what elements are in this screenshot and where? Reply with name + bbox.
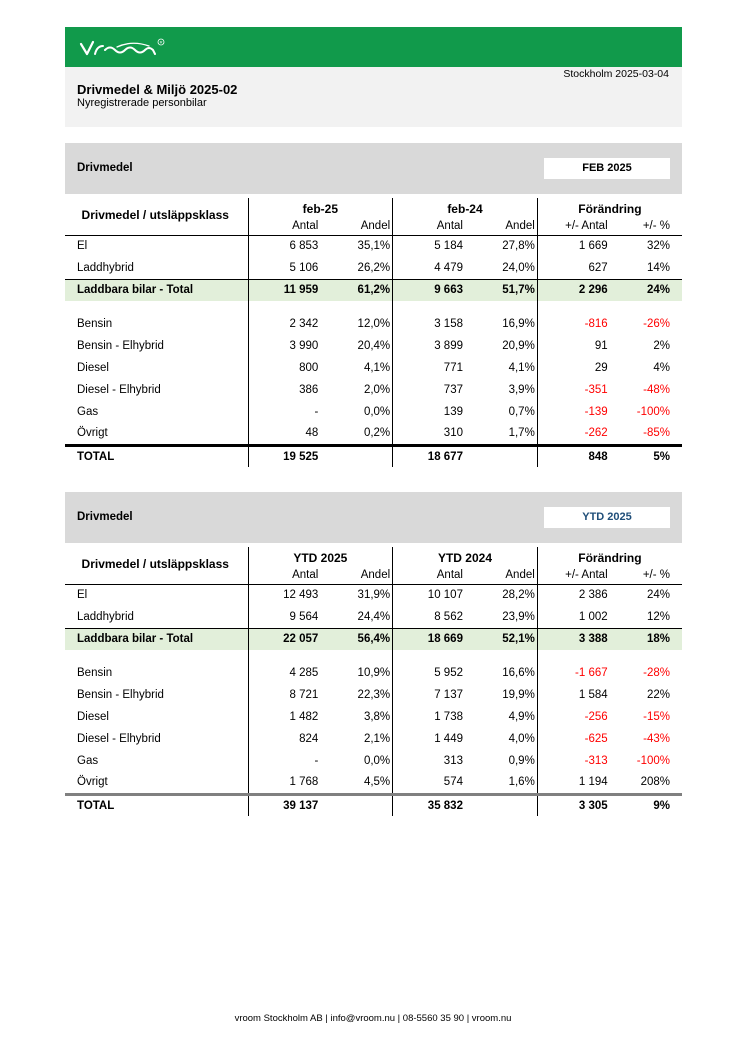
row-value: 22% (646, 689, 670, 701)
row-value: 2 296 (537, 279, 609, 301)
row-value: 737 (393, 379, 465, 401)
vroom-logo-icon (77, 34, 172, 60)
subtotal-row (65, 279, 682, 301)
row-value: 0,0% (363, 755, 391, 767)
row-value: -256 (537, 706, 609, 728)
period-badge: FEB 2025 (544, 158, 670, 179)
row-value: 310 (393, 423, 465, 445)
row-value: -15% (643, 711, 670, 723)
row-label: Gas (77, 406, 99, 418)
report-subtitle: Nyregistrerade personbilar (77, 97, 207, 109)
row-value: - (248, 401, 320, 423)
row-value: 4,1% (508, 362, 535, 374)
row-value: 4 479 (393, 257, 465, 279)
row-value: -313 (537, 750, 609, 772)
spacer-cell (465, 650, 537, 662)
row-value: 22,3% (357, 689, 391, 701)
column-sub-header: Antal (248, 567, 320, 584)
row-value: 1 738 (393, 706, 465, 728)
section-header-ytd (65, 492, 682, 543)
spacer-cell (537, 301, 609, 313)
row-value: 2,1% (363, 733, 391, 745)
row-value: 2 386 (537, 584, 609, 606)
column-sub-header: +/- % (610, 218, 682, 235)
table-row (65, 313, 682, 335)
spacer-cell (248, 650, 320, 662)
row-value: 20,9% (502, 340, 535, 352)
table-row (65, 706, 682, 728)
row-value: -816 (537, 313, 609, 335)
row-value: 51,7% (465, 279, 537, 301)
row-label: Laddhybrid (77, 261, 134, 274)
row-label: Diesel - Elhybrid (77, 733, 161, 745)
row-value: 0,7% (508, 406, 535, 418)
column-sub-header: Antal (393, 218, 465, 235)
row-value: 824 (248, 728, 320, 750)
column-sub-header: Andel (320, 567, 392, 584)
row-value: 313 (393, 750, 465, 772)
svg-text:R: R (159, 39, 163, 45)
row-value: 9% (610, 794, 682, 816)
row-value: 3 158 (393, 313, 465, 335)
row-value: 2,0% (363, 384, 391, 396)
table-row (65, 335, 682, 357)
fuel-table-ytd (65, 547, 682, 816)
column-label-header: Drivmedel / utsläppsklass (65, 198, 248, 235)
row-value: -625 (537, 728, 609, 750)
spacer-cell (248, 301, 320, 313)
column-group-header: Förändring (537, 547, 682, 567)
spacer-cell (65, 301, 248, 313)
row-label: El (77, 589, 88, 602)
row-value: 4% (653, 362, 670, 374)
row-value: 48 (248, 423, 320, 445)
table-row (65, 728, 682, 750)
column-group-header: feb-25 (248, 198, 393, 218)
row-value: 5 952 (393, 662, 465, 684)
row-value: 3,9% (508, 384, 535, 396)
row-value: 5 106 (248, 257, 320, 279)
row-label: El (77, 240, 88, 253)
table-row (65, 750, 682, 772)
row-label: Bensin (77, 667, 113, 679)
row-value: 771 (393, 357, 465, 379)
row-value: 4,0% (508, 733, 535, 745)
row-label: Övrigt (77, 776, 108, 789)
row-value: 0,2% (363, 427, 391, 440)
row-value: -139 (537, 401, 609, 423)
row-value: 24,0% (502, 261, 535, 274)
row-value (465, 445, 537, 467)
row-label: Diesel - Elhybrid (77, 384, 161, 396)
row-value: -262 (537, 423, 609, 445)
row-value: 12% (646, 610, 670, 623)
row-value: 27,8% (502, 240, 535, 253)
column-label-header: Drivmedel / utsläppsklass (65, 547, 248, 584)
row-value: 29 (537, 357, 609, 379)
row-value: 3 388 (537, 628, 609, 650)
row-value: 24% (646, 589, 670, 602)
row-value: -100% (636, 755, 670, 767)
spacer-cell (320, 301, 392, 313)
row-value: 7 137 (393, 684, 465, 706)
period-badge: YTD 2025 (544, 507, 670, 528)
column-group-header: YTD 2024 (393, 547, 538, 567)
row-label: Gas (77, 755, 99, 767)
row-value: -85% (643, 427, 670, 440)
row-value: 16,6% (502, 667, 535, 679)
spacer-cell (610, 301, 682, 313)
table-row (65, 235, 682, 257)
column-sub-header: Andel (465, 218, 537, 235)
row-spacer (65, 301, 682, 313)
row-label: Laddbara bilar - Total (65, 628, 248, 650)
row-value: 6 853 (248, 235, 320, 257)
brand-bar (65, 27, 682, 67)
row-value (320, 794, 392, 816)
table-row (65, 606, 682, 628)
row-value: 1 768 (248, 772, 320, 794)
fuel-table-month (65, 198, 682, 467)
row-value: 19,9% (502, 689, 535, 701)
table-row (65, 423, 682, 445)
grand-total-row (65, 794, 682, 816)
row-value: -351 (537, 379, 609, 401)
row-value: 8 721 (248, 684, 320, 706)
column-sub-header: Andel (465, 567, 537, 584)
row-value: -48% (643, 384, 670, 396)
grand-total-row (65, 445, 682, 467)
row-spacer (65, 650, 682, 662)
column-sub-header: Antal (393, 567, 465, 584)
subtotal-row (65, 628, 682, 650)
column-sub-header: +/- Antal (537, 567, 609, 584)
section-header-month (65, 143, 682, 194)
column-sub-header: Andel (320, 218, 392, 235)
row-value: 24,4% (357, 610, 391, 623)
row-value: 32% (646, 240, 670, 253)
row-label: Övrigt (77, 427, 108, 440)
row-label: Laddbara bilar - Total (65, 279, 248, 301)
row-value: 1,7% (508, 427, 535, 440)
row-value: 574 (393, 772, 465, 794)
row-value: 1,6% (508, 776, 535, 789)
row-value: 9 663 (393, 279, 465, 301)
row-value: -26% (643, 318, 670, 330)
row-value: 848 (537, 445, 609, 467)
row-value: 3 990 (248, 335, 320, 357)
report-date: Stockholm 2025-03-04 (563, 68, 669, 80)
row-value: 386 (248, 379, 320, 401)
footer-contact: vroom Stockholm AB | info@vroom.nu | 08-5560 35 90 | vroom.nu (234, 1013, 512, 1024)
row-value: 0,9% (508, 755, 535, 767)
row-value: 56,4% (320, 628, 392, 650)
row-value: 91 (537, 335, 609, 357)
spacer-cell (320, 650, 392, 662)
row-value: 2% (653, 340, 670, 352)
spacer-cell (537, 650, 609, 662)
row-label: Bensin - Elhybrid (77, 340, 164, 352)
row-value: 26,2% (357, 261, 391, 274)
table-row (65, 401, 682, 423)
spacer-cell (610, 650, 682, 662)
spacer-cell (65, 650, 248, 662)
row-value (320, 445, 392, 467)
table-group-header (65, 198, 682, 218)
row-value: 19 525 (248, 445, 320, 467)
row-value: 1 584 (537, 684, 609, 706)
row-value: 1 669 (537, 235, 609, 257)
row-value: 1 482 (248, 706, 320, 728)
row-value: 4,5% (363, 776, 391, 789)
table-row (65, 772, 682, 794)
column-sub-header: +/- Antal (537, 218, 609, 235)
row-value: 22 057 (248, 628, 320, 650)
row-label: Diesel (77, 711, 109, 723)
row-label: TOTAL (65, 794, 248, 816)
row-value: 4 285 (248, 662, 320, 684)
table-row (65, 257, 682, 279)
row-value: 18 669 (393, 628, 465, 650)
row-value: -28% (643, 667, 670, 679)
table-row (65, 584, 682, 606)
row-value: 12,0% (357, 318, 391, 330)
report-title: Drivmedel & Miljö 2025-02 (77, 82, 238, 97)
row-label: TOTAL (65, 445, 248, 467)
row-value: 208% (640, 776, 670, 789)
row-value: 31,9% (357, 589, 391, 602)
row-label: Bensin - Elhybrid (77, 689, 164, 701)
row-value: 28,2% (502, 589, 535, 602)
row-value: 2 342 (248, 313, 320, 335)
row-value (465, 794, 537, 816)
column-group-header: YTD 2025 (248, 547, 393, 567)
row-value: 3 305 (537, 794, 609, 816)
row-label: Laddhybrid (77, 610, 134, 623)
row-value: 139 (393, 401, 465, 423)
row-value: 4,9% (508, 711, 535, 723)
spacer-cell (393, 650, 465, 662)
table-row (65, 662, 682, 684)
row-value: 39 137 (248, 794, 320, 816)
row-value: 10 107 (393, 584, 465, 606)
row-value: 1 449 (393, 728, 465, 750)
column-sub-header: +/- % (610, 567, 682, 584)
section-title: Drivmedel (77, 162, 133, 174)
row-value: -100% (636, 406, 670, 418)
table-row (65, 357, 682, 379)
column-group-header: Förändring (537, 198, 682, 218)
row-value: -43% (643, 733, 670, 745)
row-value: 24% (610, 279, 682, 301)
row-value: -1 667 (537, 662, 609, 684)
row-value: 35 832 (393, 794, 465, 816)
row-label: Bensin (77, 318, 113, 330)
row-label: Diesel (77, 362, 109, 374)
row-value: 12 493 (248, 584, 320, 606)
row-value: 35,1% (357, 240, 391, 253)
row-value: 5 184 (393, 235, 465, 257)
row-value: 18 677 (393, 445, 465, 467)
table-row (65, 684, 682, 706)
spacer-cell (393, 301, 465, 313)
row-value: 1 194 (537, 772, 609, 794)
row-value: - (248, 750, 320, 772)
row-value: 61,2% (320, 279, 392, 301)
row-value: 18% (610, 628, 682, 650)
row-value: 800 (248, 357, 320, 379)
column-group-header: feb-24 (393, 198, 538, 218)
row-value: 11 959 (248, 279, 320, 301)
row-value: 10,9% (357, 667, 391, 679)
row-value: 16,9% (502, 318, 535, 330)
row-value: 9 564 (248, 606, 320, 628)
row-value: 23,9% (502, 610, 535, 623)
row-value: 627 (537, 257, 609, 279)
row-value: 0,0% (363, 406, 391, 418)
spacer-cell (465, 301, 537, 313)
row-value: 14% (646, 261, 670, 274)
row-value: 52,1% (465, 628, 537, 650)
report-header (65, 67, 682, 127)
row-value: 3,8% (363, 711, 391, 723)
row-value: 5% (610, 445, 682, 467)
table-row (65, 379, 682, 401)
section-title: Drivmedel (77, 511, 133, 523)
row-value: 3 899 (393, 335, 465, 357)
row-value: 1 002 (537, 606, 609, 628)
row-value: 4,1% (363, 362, 391, 374)
row-value: 8 562 (393, 606, 465, 628)
table-group-header (65, 547, 682, 567)
column-sub-header: Antal (248, 218, 320, 235)
row-value: 20,4% (357, 340, 391, 352)
